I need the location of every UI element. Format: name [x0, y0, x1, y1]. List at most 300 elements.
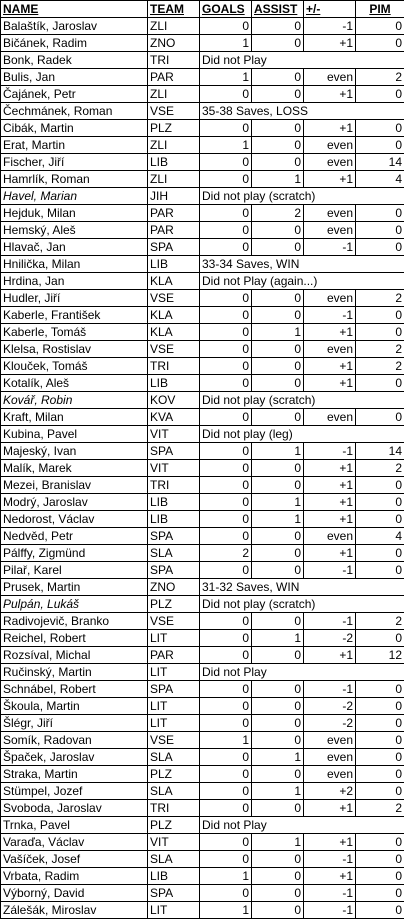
cell-goals: 1: [200, 137, 252, 154]
header-goals: GOALS: [200, 1, 252, 18]
cell-player-name: Vrbata, Radim: [1, 868, 148, 885]
cell-team: KLA: [148, 324, 200, 341]
cell-goals: 1: [200, 732, 252, 749]
table-row: [1, 154, 404, 171]
cell-goals: 0: [200, 409, 252, 426]
cell-assist: 1: [252, 783, 304, 800]
table-row: [1, 562, 404, 579]
cell-goals: 0: [200, 460, 252, 477]
cell-player-name: Havel, Marian: [1, 188, 148, 205]
table-row: [1, 834, 404, 851]
table-row: [1, 647, 404, 664]
cell-assist: 0: [252, 86, 304, 103]
table-row: [1, 290, 404, 307]
cell-goals: 0: [200, 630, 252, 647]
cell-plus-minus: -1: [304, 851, 356, 868]
cell-plus-minus: -2: [304, 698, 356, 715]
cell-plus-minus: -1: [304, 681, 356, 698]
cell-goals: 0: [200, 375, 252, 392]
table-row: [1, 545, 404, 562]
cell-goals: 0: [200, 749, 252, 766]
table-row: [1, 749, 404, 766]
cell-assist: 0: [252, 69, 304, 86]
cell-team: PAR: [148, 205, 200, 222]
cell-pim: 0: [356, 681, 404, 698]
cell-plus-minus: even: [304, 290, 356, 307]
cell-player-name: Majeský, Ivan: [1, 443, 148, 460]
cell-pim: 14: [356, 443, 404, 460]
cell-assist: 2: [252, 205, 304, 222]
cell-assist: 1: [252, 494, 304, 511]
cell-pim: 2: [356, 341, 404, 358]
table-row: [1, 392, 404, 409]
table-row: [1, 613, 404, 630]
cell-goals: 0: [200, 681, 252, 698]
cell-player-name: Škoula, Martin: [1, 698, 148, 715]
cell-team: ZLI: [148, 18, 200, 35]
cell-goals: 1: [200, 868, 252, 885]
cell-assist: 0: [252, 35, 304, 52]
cell-pim: 0: [356, 868, 404, 885]
cell-pim: 14: [356, 154, 404, 171]
cell-note: Did not play (scratch): [200, 188, 404, 205]
cell-team: VSE: [148, 613, 200, 630]
cell-goals: 0: [200, 443, 252, 460]
cell-plus-minus: even: [304, 69, 356, 86]
cell-assist: 0: [252, 868, 304, 885]
cell-team: SPA: [148, 885, 200, 902]
table-row: [1, 188, 404, 205]
cell-pim: 0: [356, 715, 404, 732]
cell-team: SPA: [148, 443, 200, 460]
cell-player-name: Straka, Martin: [1, 766, 148, 783]
table-row: [1, 426, 404, 443]
cell-assist: 0: [252, 562, 304, 579]
cell-team: KLA: [148, 273, 200, 290]
cell-player-name: Rozsíval, Michal: [1, 647, 148, 664]
table-row: [1, 409, 404, 426]
cell-plus-minus: -1: [304, 443, 356, 460]
cell-team: LIB: [148, 154, 200, 171]
cell-plus-minus: +1: [304, 494, 356, 511]
cell-plus-minus: even: [304, 222, 356, 239]
cell-player-name: Somík, Radovan: [1, 732, 148, 749]
table-row: [1, 783, 404, 800]
cell-goals: 0: [200, 222, 252, 239]
cell-team: SLA: [148, 749, 200, 766]
table-row: [1, 460, 404, 477]
cell-assist: 0: [252, 222, 304, 239]
cell-team: ZLI: [148, 86, 200, 103]
cell-pim: 0: [356, 324, 404, 341]
table-row: [1, 766, 404, 783]
cell-note: Did not Play: [200, 52, 404, 69]
cell-assist: 0: [252, 681, 304, 698]
cell-plus-minus: even: [304, 154, 356, 171]
table-row: [1, 902, 404, 919]
cell-assist: 0: [252, 154, 304, 171]
cell-pim: 0: [356, 120, 404, 137]
cell-team: LIT: [148, 715, 200, 732]
cell-pim: 2: [356, 290, 404, 307]
table-row: [1, 477, 404, 494]
header-assist: ASSIST: [252, 1, 304, 18]
cell-goals: 0: [200, 834, 252, 851]
table-row: [1, 715, 404, 732]
table-row: [1, 324, 404, 341]
cell-team: LIB: [148, 868, 200, 885]
table-row: [1, 120, 404, 137]
cell-team: PLZ: [148, 120, 200, 137]
table-body: [1, 18, 404, 919]
table-row: [1, 664, 404, 681]
cell-player-name: Erat, Martin: [1, 137, 148, 154]
cell-team: VSE: [148, 103, 200, 120]
cell-plus-minus: -2: [304, 630, 356, 647]
cell-player-name: Hejduk, Milan: [1, 205, 148, 222]
cell-team: PAR: [148, 69, 200, 86]
cell-note: Did not play (scratch): [200, 596, 404, 613]
cell-assist: 0: [252, 698, 304, 715]
cell-note: 33-34 Saves, WIN: [200, 256, 404, 273]
cell-note: Did not Play (again...): [200, 273, 404, 290]
cell-plus-minus: +1: [304, 868, 356, 885]
cell-note: 35-38 Saves, LOSS: [200, 103, 404, 120]
cell-assist: 0: [252, 800, 304, 817]
cell-goals: 0: [200, 120, 252, 137]
table-row: [1, 256, 404, 273]
table-row: [1, 443, 404, 460]
cell-goals: 1: [200, 69, 252, 86]
cell-assist: 0: [252, 341, 304, 358]
cell-team: ZNO: [148, 579, 200, 596]
table-row: [1, 171, 404, 188]
cell-plus-minus: +1: [304, 35, 356, 52]
cell-assist: 0: [252, 647, 304, 664]
cell-assist: 0: [252, 375, 304, 392]
cell-assist: 1: [252, 324, 304, 341]
table-row: [1, 681, 404, 698]
cell-plus-minus: +1: [304, 545, 356, 562]
cell-player-name: Hudler, Jiří: [1, 290, 148, 307]
cell-team: PLZ: [148, 596, 200, 613]
cell-pim: 0: [356, 902, 404, 919]
cell-goals: 0: [200, 783, 252, 800]
cell-player-name: Čajánek, Petr: [1, 86, 148, 103]
cell-player-name: Trnka, Pavel: [1, 817, 148, 834]
cell-player-name: Bičánek, Radim: [1, 35, 148, 52]
cell-player-name: Nedvěd, Petr: [1, 528, 148, 545]
cell-plus-minus: even: [304, 528, 356, 545]
cell-team: LIT: [148, 630, 200, 647]
cell-goals: 0: [200, 800, 252, 817]
cell-team: VIT: [148, 460, 200, 477]
cell-assist: 1: [252, 630, 304, 647]
table-row: [1, 511, 404, 528]
cell-player-name: Hemský, Aleš: [1, 222, 148, 239]
cell-team: TRI: [148, 52, 200, 69]
cell-plus-minus: even: [304, 732, 356, 749]
cell-player-name: Varaďa, Václav: [1, 834, 148, 851]
cell-plus-minus: even: [304, 341, 356, 358]
cell-plus-minus: even: [304, 137, 356, 154]
cell-assist: 0: [252, 477, 304, 494]
cell-player-name: Hlavač, Jan: [1, 239, 148, 256]
cell-player-name: Pulpán, Lukáš: [1, 596, 148, 613]
cell-player-name: Malík, Marek: [1, 460, 148, 477]
cell-assist: 0: [252, 307, 304, 324]
table-row: [1, 205, 404, 222]
cell-team: VSE: [148, 290, 200, 307]
cell-team: LIB: [148, 375, 200, 392]
cell-team: SLA: [148, 783, 200, 800]
cell-team: LIT: [148, 664, 200, 681]
cell-goals: 0: [200, 307, 252, 324]
cell-plus-minus: +1: [304, 647, 356, 664]
cell-plus-minus: +1: [304, 834, 356, 851]
table-row: [1, 817, 404, 834]
cell-plus-minus: even: [304, 766, 356, 783]
cell-player-name: Svoboda, Jaroslav: [1, 800, 148, 817]
cell-pim: 2: [356, 613, 404, 630]
cell-pim: 0: [356, 35, 404, 52]
cell-plus-minus: +1: [304, 120, 356, 137]
table-row: [1, 358, 404, 375]
cell-player-name: Vašíček, Josef: [1, 851, 148, 868]
cell-pim: 0: [356, 732, 404, 749]
cell-plus-minus: -1: [304, 562, 356, 579]
cell-assist: 0: [252, 851, 304, 868]
cell-assist: 1: [252, 511, 304, 528]
cell-assist: 0: [252, 766, 304, 783]
cell-goals: 0: [200, 851, 252, 868]
table-row: [1, 103, 404, 120]
cell-pim: 0: [356, 375, 404, 392]
cell-player-name: Bonk, Radek: [1, 52, 148, 69]
cell-pim: 0: [356, 885, 404, 902]
cell-goals: 0: [200, 647, 252, 664]
cell-note: 31-32 Saves, WIN: [200, 579, 404, 596]
cell-team: PLZ: [148, 817, 200, 834]
table-row: [1, 307, 404, 324]
cell-player-name: Fischer, Jiří: [1, 154, 148, 171]
cell-player-name: Hamrlík, Roman: [1, 171, 148, 188]
cell-player-name: Reichel, Robert: [1, 630, 148, 647]
cell-team: TRI: [148, 358, 200, 375]
table-row: [1, 800, 404, 817]
table-row: [1, 35, 404, 52]
cell-pim: 0: [356, 562, 404, 579]
cell-team: LIB: [148, 494, 200, 511]
cell-plus-minus: -1: [304, 18, 356, 35]
cell-goals: 0: [200, 86, 252, 103]
cell-player-name: Špaček, Jaroslav: [1, 749, 148, 766]
table-row: [1, 885, 404, 902]
cell-player-name: Modrý, Jaroslav: [1, 494, 148, 511]
cell-assist: 1: [252, 443, 304, 460]
header-name: NAME: [1, 1, 148, 18]
table-row: [1, 579, 404, 596]
cell-pim: 4: [356, 171, 404, 188]
cell-pim: 0: [356, 783, 404, 800]
cell-plus-minus: -2: [304, 715, 356, 732]
cell-note: Did not play (leg): [200, 426, 404, 443]
cell-note: Did not Play: [200, 664, 404, 681]
cell-goals: 0: [200, 18, 252, 35]
cell-pim: 0: [356, 409, 404, 426]
cell-pim: 2: [356, 800, 404, 817]
cell-player-name: Šlégr, Jiří: [1, 715, 148, 732]
table-row: [1, 341, 404, 358]
cell-note: Did not Play: [200, 817, 404, 834]
cell-pim: 0: [356, 222, 404, 239]
cell-goals: 0: [200, 494, 252, 511]
cell-player-name: Kraft, Milan: [1, 409, 148, 426]
cell-team: VSE: [148, 732, 200, 749]
cell-goals: 0: [200, 358, 252, 375]
cell-pim: 0: [356, 477, 404, 494]
cell-pim: 12: [356, 647, 404, 664]
table-row: [1, 69, 404, 86]
cell-pim: 0: [356, 749, 404, 766]
cell-plus-minus: +1: [304, 375, 356, 392]
cell-player-name: Stümpel, Jozef: [1, 783, 148, 800]
cell-plus-minus: even: [304, 409, 356, 426]
cell-assist: 0: [252, 613, 304, 630]
table-row: [1, 52, 404, 69]
cell-team: KOV: [148, 392, 200, 409]
cell-player-name: Kaberle, František: [1, 307, 148, 324]
cell-plus-minus: -1: [304, 885, 356, 902]
cell-team: SLA: [148, 545, 200, 562]
cell-player-name: Balaštík, Jaroslav: [1, 18, 148, 35]
cell-team: ZLI: [148, 171, 200, 188]
cell-assist: 0: [252, 885, 304, 902]
cell-pim: 2: [356, 69, 404, 86]
cell-plus-minus: -1: [304, 239, 356, 256]
cell-goals: 2: [200, 545, 252, 562]
cell-assist: 0: [252, 358, 304, 375]
cell-assist: 1: [252, 834, 304, 851]
cell-pim: 0: [356, 698, 404, 715]
cell-plus-minus: even: [304, 749, 356, 766]
header-team: TEAM: [148, 1, 200, 18]
cell-assist: 0: [252, 545, 304, 562]
cell-plus-minus: -1: [304, 902, 356, 919]
cell-plus-minus: +1: [304, 86, 356, 103]
table-row: [1, 732, 404, 749]
header-plus-minus: +/-: [304, 1, 356, 18]
cell-player-name: Ručinský, Martin: [1, 664, 148, 681]
cell-goals: 1: [200, 902, 252, 919]
table-row: [1, 273, 404, 290]
cell-player-name: Zálešák, Miroslav: [1, 902, 148, 919]
cell-assist: 0: [252, 137, 304, 154]
cell-goals: 0: [200, 477, 252, 494]
table-row: [1, 851, 404, 868]
cell-player-name: Cibák, Martin: [1, 120, 148, 137]
cell-team: VSE: [148, 341, 200, 358]
cell-assist: 1: [252, 749, 304, 766]
cell-goals: 0: [200, 766, 252, 783]
cell-assist: 0: [252, 902, 304, 919]
cell-team: VIT: [148, 426, 200, 443]
cell-pim: 0: [356, 630, 404, 647]
cell-player-name: Schnábel, Robert: [1, 681, 148, 698]
cell-assist: 0: [252, 528, 304, 545]
cell-team: PAR: [148, 647, 200, 664]
cell-goals: 0: [200, 324, 252, 341]
cell-assist: 0: [252, 18, 304, 35]
cell-plus-minus: -1: [304, 307, 356, 324]
header-pim: PIM: [356, 1, 404, 18]
cell-pim: 0: [356, 511, 404, 528]
cell-goals: 0: [200, 290, 252, 307]
cell-player-name: Prusek, Martin: [1, 579, 148, 596]
cell-plus-minus: +1: [304, 358, 356, 375]
cell-team: ZLI: [148, 137, 200, 154]
cell-pim: 0: [356, 86, 404, 103]
cell-team: SLA: [148, 851, 200, 868]
cell-team: KLA: [148, 307, 200, 324]
cell-player-name: Čechmánek, Roman: [1, 103, 148, 120]
cell-team: TRI: [148, 477, 200, 494]
cell-plus-minus: +1: [304, 477, 356, 494]
cell-goals: 0: [200, 698, 252, 715]
cell-goals: 0: [200, 562, 252, 579]
cell-goals: 0: [200, 885, 252, 902]
cell-team: ZNO: [148, 35, 200, 52]
cell-team: LIB: [148, 256, 200, 273]
cell-pim: 0: [356, 18, 404, 35]
table-row: [1, 868, 404, 885]
cell-team: LIT: [148, 902, 200, 919]
cell-plus-minus: +1: [304, 324, 356, 341]
cell-goals: 0: [200, 341, 252, 358]
cell-pim: 4: [356, 528, 404, 545]
cell-team: SPA: [148, 562, 200, 579]
cell-player-name: Kubina, Pavel: [1, 426, 148, 443]
table-row: [1, 528, 404, 545]
cell-team: PAR: [148, 222, 200, 239]
cell-player-name: Nedorost, Václav: [1, 511, 148, 528]
cell-assist: 0: [252, 409, 304, 426]
cell-goals: 0: [200, 154, 252, 171]
cell-goals: 0: [200, 528, 252, 545]
cell-goals: 1: [200, 35, 252, 52]
cell-player-name: Pálffy, Zigmünd: [1, 545, 148, 562]
cell-assist: 0: [252, 239, 304, 256]
cell-pim: 0: [356, 834, 404, 851]
cell-pim: 0: [356, 766, 404, 783]
cell-pim: 0: [356, 851, 404, 868]
table-row: [1, 375, 404, 392]
cell-team: PLZ: [148, 766, 200, 783]
cell-team: JIH: [148, 188, 200, 205]
table-row: [1, 18, 404, 35]
cell-team: VIT: [148, 834, 200, 851]
table-row: [1, 494, 404, 511]
cell-plus-minus: +1: [304, 460, 356, 477]
table-row: [1, 137, 404, 154]
cell-player-name: Kaberle, Tomáš: [1, 324, 148, 341]
cell-team: LIB: [148, 511, 200, 528]
cell-goals: 0: [200, 171, 252, 188]
cell-plus-minus: +2: [304, 783, 356, 800]
cell-pim: 0: [356, 494, 404, 511]
cell-team: LIT: [148, 698, 200, 715]
cell-pim: 2: [356, 358, 404, 375]
